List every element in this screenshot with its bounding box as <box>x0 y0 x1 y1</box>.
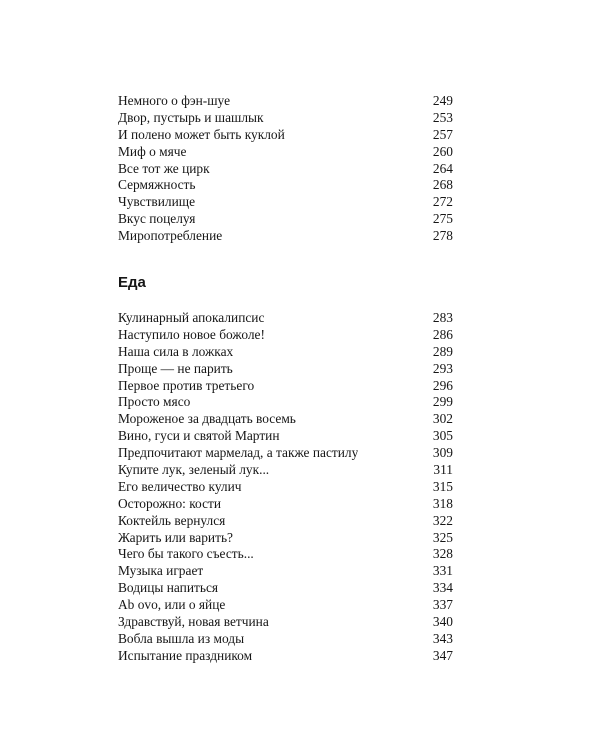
toc-entry <box>118 597 453 614</box>
toc-entry-page: 278 <box>432 228 453 244</box>
toc-entry-title: И полено может быть куклой <box>118 126 285 142</box>
toc-entry-page: 249 <box>432 93 453 108</box>
toc-entry-page: 299 <box>432 394 453 410</box>
toc-entry-page: 318 <box>432 495 453 511</box>
toc-entry-page: 283 <box>432 310 453 325</box>
toc-list-section <box>118 310 453 665</box>
toc-entry <box>118 93 453 110</box>
toc-entry-page: 322 <box>432 512 453 528</box>
toc-entry-title: Вино, гуси и святой Мартин <box>118 428 280 444</box>
toc-entry-title: Осторожно: кости <box>118 495 222 511</box>
toc-entry-title: Вкус поцелуя <box>118 211 196 227</box>
toc-entry <box>118 327 453 344</box>
toc-entry <box>118 580 453 597</box>
toc-entry-page: 286 <box>432 326 453 342</box>
toc-entry <box>118 361 453 378</box>
toc-entry-title: Сермяжность <box>118 177 196 193</box>
toc-entry-title: Первое против третьего <box>118 377 255 393</box>
toc-entry <box>118 546 453 563</box>
toc-entry <box>118 462 453 479</box>
toc-entry-page: 334 <box>432 580 453 596</box>
toc-entry-page: 311 <box>433 462 453 478</box>
toc-entry <box>118 394 453 411</box>
toc-entry <box>118 445 453 462</box>
toc-entry-title: Немного о фэн-шуе <box>118 93 231 108</box>
toc-entry <box>118 110 453 127</box>
toc-entry-page: 340 <box>432 614 453 630</box>
toc-entry <box>118 144 453 161</box>
toc-entry-page: 305 <box>432 428 453 444</box>
toc-entry-title: Двор, пустырь и шашлык <box>118 109 264 125</box>
toc-entry-title: Чего бы такого съесть... <box>118 546 254 562</box>
toc-entry-page: 293 <box>432 360 453 376</box>
toc-entry-page: 260 <box>432 143 453 159</box>
toc-entry <box>118 127 453 144</box>
toc-entry-title: Вобла вышла из моды <box>118 630 245 646</box>
section-heading: Еда <box>118 274 146 291</box>
toc-entry <box>118 614 453 631</box>
toc-entry-page: 347 <box>432 647 453 663</box>
toc-entry-page: 325 <box>432 529 453 545</box>
toc-entry-title: Предпочитают мармелад, а также пастилу <box>118 445 359 461</box>
toc-entry-title: Ab ovo, или о яйце <box>118 597 226 613</box>
toc-entry <box>118 194 453 211</box>
toc-entry-title: Миропотребление <box>118 228 223 244</box>
toc-entry <box>118 648 453 665</box>
toc-entry-page: 264 <box>432 160 453 176</box>
toc-entry-title: Коктейль вернулся <box>118 512 226 528</box>
toc-entry <box>118 344 453 361</box>
toc-entry <box>118 563 453 580</box>
toc-entry <box>118 479 453 496</box>
toc-entry <box>118 228 453 245</box>
toc-entry-page: 337 <box>432 597 453 613</box>
toc-entry <box>118 496 453 513</box>
toc-entry-title: Музыка играет <box>118 563 204 579</box>
toc-entry <box>118 631 453 648</box>
toc-entry-page: 275 <box>432 211 453 227</box>
toc-entry-title: Проще — не парить <box>118 360 233 376</box>
toc-entry <box>118 211 453 228</box>
toc-entry-page: 289 <box>432 343 453 359</box>
toc-entry-title: Кулинарный апокалипсис <box>118 310 265 325</box>
toc-entry <box>118 161 453 178</box>
toc-entry-page: 343 <box>432 630 453 646</box>
toc-entry <box>118 378 453 395</box>
toc-entry <box>118 177 453 194</box>
toc-entry-page: 309 <box>432 445 453 461</box>
toc-entry <box>118 530 453 547</box>
toc-entry <box>118 513 453 530</box>
toc-entry-page: 296 <box>432 377 453 393</box>
toc-entry-title: Мороженое за двадцать восемь <box>118 411 296 427</box>
toc-entry-title: Наша сила в ложках <box>118 343 234 359</box>
toc-entry-title: Испытание праздником <box>118 647 253 663</box>
toc-entry-title: Здравствуй, новая ветчина <box>118 614 269 630</box>
toc-entry-page: 331 <box>432 563 453 579</box>
toc-entry-title: Все тот же цирк <box>118 160 210 176</box>
toc-entry <box>118 411 453 428</box>
toc-entry <box>118 428 453 445</box>
toc-entry-page: 253 <box>432 109 453 125</box>
toc-entry-page: 272 <box>432 194 453 210</box>
toc-entry-page: 257 <box>432 126 453 142</box>
toc-entry-title: Водицы напиться <box>118 580 219 596</box>
toc-entry-title: Чувствилище <box>118 194 196 210</box>
toc-list-continued <box>118 93 453 245</box>
toc-entry-page: 302 <box>432 411 453 427</box>
toc-entry-page: 328 <box>432 546 453 562</box>
toc-entry-title: Купите лук, зеленый лук... <box>118 462 270 478</box>
toc-entry-title: Миф о мяче <box>118 143 187 159</box>
toc-entry-title: Наступило новое божоле! <box>118 326 265 342</box>
toc-entry-title: Жарить или варить? <box>118 529 233 545</box>
toc-entry-title: Его величество кулич <box>118 478 242 494</box>
toc-entry-page: 315 <box>432 478 453 494</box>
toc-entry <box>118 310 453 327</box>
toc-entry-page: 268 <box>432 177 453 193</box>
toc-entry-title: Просто мясо <box>118 394 191 410</box>
